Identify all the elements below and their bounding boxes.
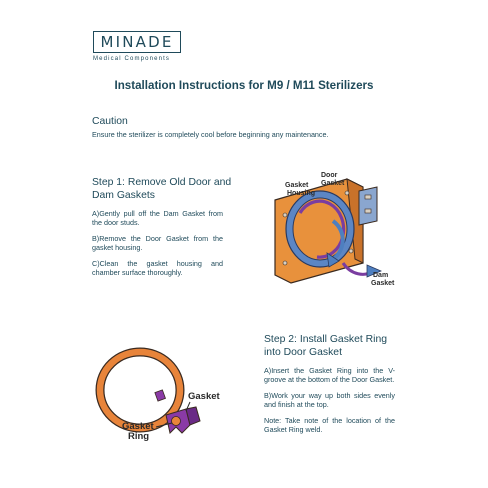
brand-logo	[93, 31, 181, 53]
label-gasket-housing-1: Gasket	[285, 182, 309, 189]
step1-heading-line2: Dam Gaskets	[92, 189, 155, 201]
brand-name: MINADE	[100, 33, 174, 51]
step2-instructions	[264, 366, 395, 434]
step1-heading	[92, 177, 232, 202]
label-gasket-ring-1: Gasket	[122, 421, 154, 432]
label-dam-gasket-2: Gasket	[371, 280, 395, 287]
page-title: Installation Instructions for M9 / M11 Sterilizers	[114, 79, 374, 92]
caution-heading: Caution	[92, 116, 128, 127]
step2-item-b: B)Work your way up both sides evenly and finish at the top.	[264, 391, 395, 409]
step1-item-c: C)Clean the gasket housing and chamber surface thoroughly.	[92, 259, 223, 277]
step2-heading-line1: Step 2: Install Gasket Ring	[264, 334, 388, 345]
step2-heading	[264, 334, 414, 359]
label-dam-gasket-1: Dam	[373, 272, 389, 279]
step1-item-a: A)Gently pull off the Dam Gasket from the door studs.	[92, 209, 223, 227]
step1-heading-line1: Step 1: Remove Old Door and	[92, 177, 232, 188]
step1-instructions	[92, 209, 223, 277]
label-door-gasket-2: Gasket	[321, 180, 345, 187]
label-door-gasket-1: Door	[321, 172, 338, 179]
label-gasket: Gasket	[188, 391, 220, 402]
step2-item-a: A)Insert the Gasket Ring into the V-groove at the bottom of the Door Gasket.	[264, 366, 395, 384]
caution-text: Ensure the sterilizer is completely cool before beginning any maintenance.	[92, 130, 329, 139]
door-gasket-illustration	[255, 165, 405, 290]
label-gasket-ring-2: Ring	[128, 431, 150, 442]
step2-heading-line2: into Door Gasket	[264, 346, 342, 358]
gasket-ring-illustration	[90, 335, 240, 455]
label-gasket-housing-2: Housing	[287, 190, 315, 197]
brand-tagline: Medical Components	[93, 56, 171, 62]
step2-item-c: Note: Take note of the location of the Gasket Ring weld.	[264, 416, 395, 434]
step1-item-b: B)Remove the Door Gasket from the gasket housing.	[92, 234, 223, 252]
